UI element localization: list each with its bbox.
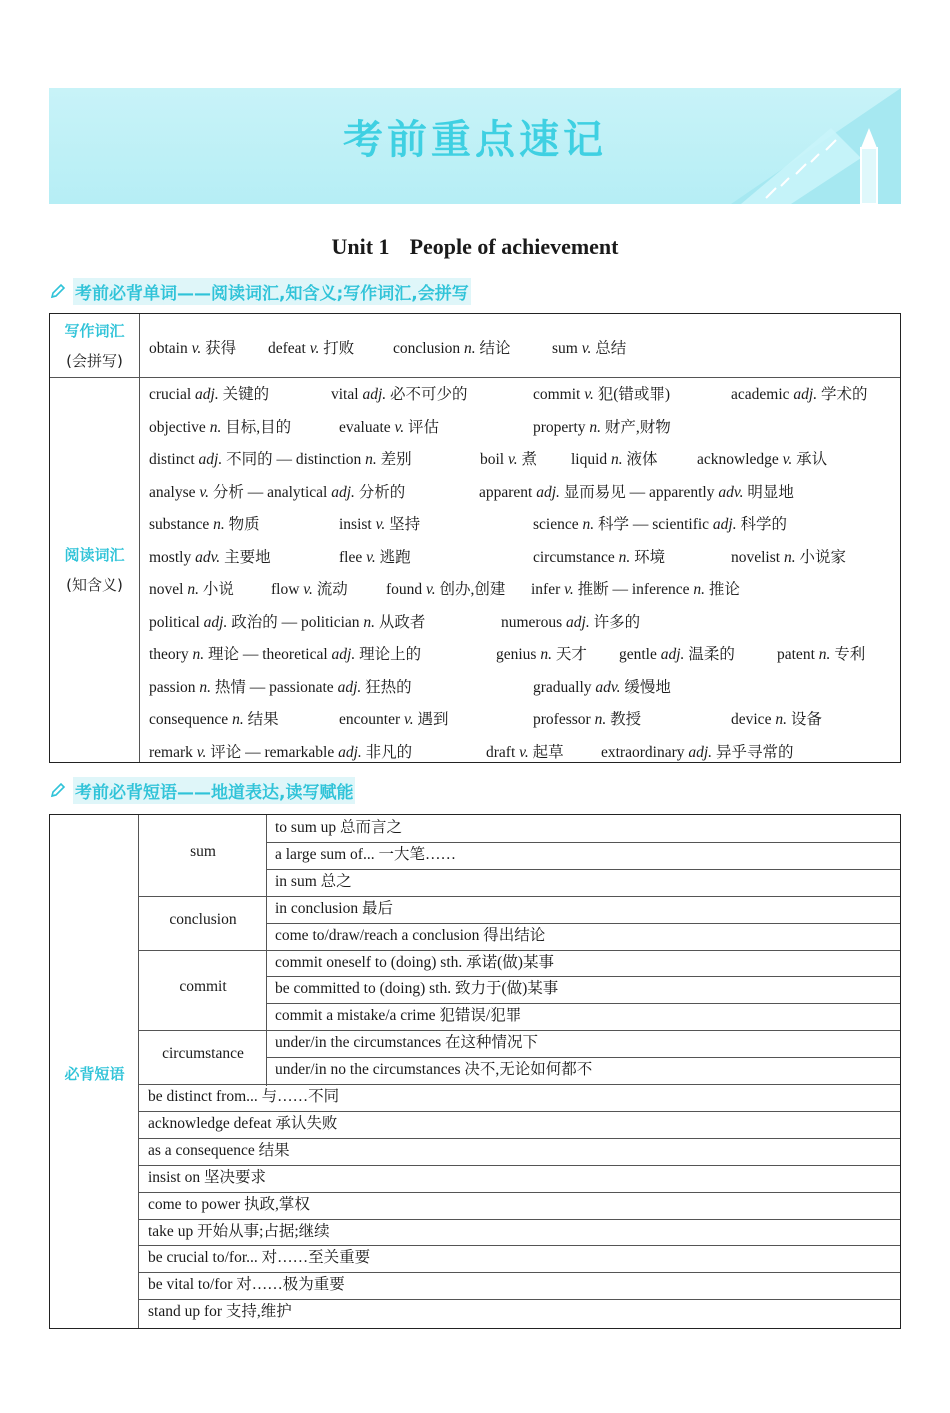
unit-number: Unit 1 — [331, 234, 390, 259]
phrase-item: come to/draw/reach a conclusion 得出结论 — [275, 926, 546, 944]
phrases-category-label: 必背短语 — [64, 1065, 125, 1083]
writing-vocab-label: 写作词汇 (会拼写) — [64, 322, 125, 370]
vocab-entry: encounter v. 遇到 — [339, 711, 449, 728]
vocab-entry: found v. 创办,创建 — [386, 581, 506, 598]
vocab-entry: apparent adj. 显而易见 — apparently adv. 明显地 — [479, 483, 794, 501]
vocab-entry: liquid n. 液体 — [571, 451, 658, 468]
phrase-keyword: sum — [190, 843, 216, 861]
vocab-entry: science n. 科学 — scientific adj. 科学的 — [533, 516, 787, 533]
vocab-entry: consequence n. 结果 — [149, 711, 279, 728]
phrase-item: under/in no the circumstances 决不,无论如何都不 — [275, 1061, 593, 1079]
phrase-item: a large sum of... 一大笔…… — [275, 845, 456, 863]
phrase-item: come to power 执政,掌权 — [148, 1195, 310, 1213]
banner-title: 考前重点速记 — [343, 117, 607, 163]
vocab-entry: sum v. 总结 — [552, 340, 627, 357]
vocab-entry: commit v. 犯(错或罪) — [533, 386, 671, 403]
vocab-entry: circumstance n. 环境 — [533, 548, 666, 566]
phrase-item: commit oneself to (doing) sth. 承诺(做)某事 — [275, 953, 554, 971]
unit-title — [0, 234, 950, 260]
phrase-item: commit a mistake/a crime 犯错误/犯罪 — [275, 1007, 522, 1025]
vocab-entry: academic adj. 学术的 — [731, 386, 868, 403]
vocab-entry: gradually adv. 缓慢地 — [533, 678, 671, 696]
phrase-item: be distinct from... 与……不同 — [148, 1088, 340, 1105]
phrase-item: insist on 坚决要求 — [148, 1168, 266, 1186]
vocab-entry: property n. 财产,财物 — [533, 418, 671, 436]
phrase-item: to sum up 总而言之 — [275, 819, 403, 836]
section-words-title: 考前必背单词——阅读词汇,知含义;写作词汇,会拼写 — [73, 278, 471, 305]
phrase-item: as a consequence 结果 — [148, 1141, 290, 1159]
vocab-entry: patent n. 专利 — [777, 646, 866, 663]
vocab-entry: gentle adj. 温柔的 — [619, 646, 735, 663]
vocab-entry: novel n. 小说 — [149, 581, 234, 598]
vocab-entry: professor n. 教授 — [533, 711, 642, 728]
vocab-category-column — [50, 314, 140, 762]
vocab-entry: numerous adj. 许多的 — [501, 613, 641, 631]
phrase-item: in conclusion 最后 — [275, 899, 393, 917]
vocab-entry: acknowledge v. 承认 — [697, 451, 828, 468]
vocab-entry: obtain v. 获得 — [149, 340, 237, 357]
vocab-entry: novelist n. 小说家 — [731, 548, 846, 566]
vocab-entry: flow v. 流动 — [271, 581, 348, 598]
vocab-entry: evaluate v. 评估 — [339, 418, 440, 436]
vocab-entry: flee v. 逃跑 — [339, 548, 411, 566]
vocab-entry: infer v. 推断 — inference n. 推论 — [531, 581, 740, 598]
vocab-entry: mostly adv. 主要地 — [149, 548, 271, 566]
vocab-entry: theory n. 理论 — theoretical adj. 理论上的 — [149, 646, 422, 663]
section-phrases-title: 考前必背短语——地道表达,读写赋能 — [73, 777, 355, 804]
vocab-entry: objective n. 目标,目的 — [149, 418, 292, 436]
pencil-icon — [49, 282, 67, 300]
vocab-entry: defeat v. 打败 — [268, 340, 355, 357]
reading-vocab-label: 阅读词汇 (知含义) — [64, 546, 125, 594]
phrase-item: be vital to/for 对……极为重要 — [148, 1276, 345, 1294]
vocab-entry: remark v. 评论 — remarkable adj. 非凡的 — [149, 743, 413, 761]
phrase-item: be committed to (doing) sth. 致力于(做)某事 — [275, 980, 559, 998]
vocab-entry: extraordinary adj. 异乎寻常的 — [601, 743, 794, 761]
vocab-entry: conclusion n. 结论 — [393, 340, 511, 357]
phrase-item: take up 开始从事;占据;继续 — [148, 1222, 330, 1240]
phrase-keyword: commit — [179, 977, 227, 995]
vocab-entry: draft v. 起草 — [486, 743, 564, 761]
vocab-entry: device n. 设备 — [731, 711, 822, 728]
vocab-entry: vital adj. 必不可少的 — [331, 386, 468, 403]
vocab-entry: boil v. 煮 — [480, 451, 537, 468]
pencil-icon — [49, 781, 67, 799]
vocab-entry: substance n. 物质 — [149, 516, 260, 533]
phrase-item: be crucial to/for... 对……至关重要 — [148, 1249, 371, 1267]
phrases-table — [49, 814, 901, 1329]
vocab-entry: analyse v. 分析 — analytical adj. 分析的 — [149, 483, 406, 501]
phrase-keyword: circumstance — [162, 1045, 244, 1063]
unit-name: People of achievement — [409, 234, 619, 259]
vocab-entry: distinct adj. 不同的 — distinction n. 差别 — [149, 451, 412, 468]
phrase-item: stand up for 支持,维护 — [148, 1303, 292, 1321]
phrase-item: in sum 总之 — [275, 872, 352, 890]
section-phrases-heading — [49, 778, 355, 802]
vocab-entry: genius n. 天才 — [496, 646, 587, 663]
section-words-heading — [49, 279, 471, 303]
vocab-table — [49, 313, 901, 763]
vocab-entry: political adj. 政治的 — politician n. 从政者 — [149, 613, 426, 631]
vocab-entry: insist v. 坚持 — [339, 516, 421, 533]
header-banner — [49, 88, 901, 204]
phrase-item: acknowledge defeat 承认失败 — [148, 1114, 338, 1132]
vocab-entry: crucial adj. 关键的 — [149, 386, 270, 403]
phrase-item: under/in the circumstances 在这种情况下 — [275, 1034, 539, 1052]
vocab-entry: passion n. 热情 — passionate adj. 狂热的 — [149, 678, 412, 696]
phrase-keyword: conclusion — [169, 910, 237, 928]
